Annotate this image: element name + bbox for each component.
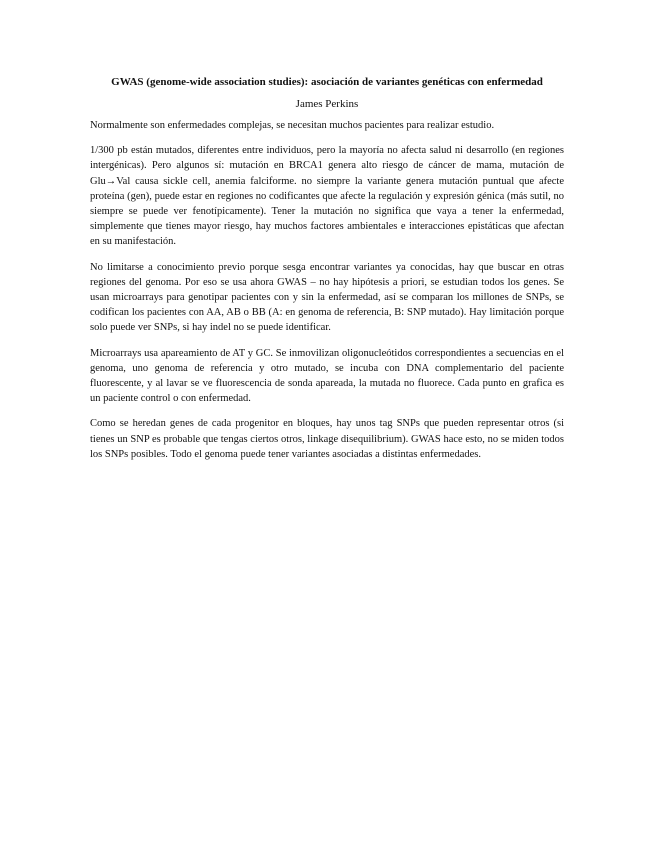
paragraph-tag-snps: Como se heredan genes de cada progenitor en bloques, hay unos tag SNPs que pueden representar otros (si tienes un SNP es probable que tengas ciertos otros, linkage disequilibrium). GWAS hace esto, no se miden todos los SNPs posibles. Todo el genoma puede tener variantes asociadas a distintas enfermedades. <box>90 418 564 460</box>
paragraph-microarrays: Microarrays usa apareamiento de AT y GC. Se inmovilizan oligonucleótidos correspondientes a secuencias en el genoma, uno genoma de referencia y otro mutado, se incuba con DNA complementario del paciente fluorescente, y al lavar se ve fluorescencia de sonda apareada, la mutada no fluorece. Cada punto en grafica es un paciente control o con enfermedad. <box>90 347 564 405</box>
paragraph-mutations: 1/300 pb están mutados, diferentes entre individuos, pero la mayoría no afecta salud ni desarrollo (en regiones intergénicas). Pero algunos sí: mutación en BRCA1 genera alto riesgo de cáncer de mama, mutación de Glu→Val causa sickle cell, anemia falciforme. no siempre la variante genera mutación puntual que afecte proteína (gen), puede estar en regiones no codificantes que afecte la regulación y expresión génica (más sutil, no siempre se puede ver fenotípicamente). Tener la mutación no significa que vaya a tener la enfermedad, simplemente que tienes mayor riesgo, hay muchos factores ambientales e interacciones epistáticas que afectan en su manifestación. <box>90 145 564 248</box>
paragraph-intro: Normalmente son enfermedades complejas, se necesitan muchos pacientes para realizar estudio. <box>90 120 495 131</box>
document-page <box>90 74 564 462</box>
document-author: James Perkins <box>295 98 359 110</box>
paragraph-gwas-method: No limitarse a conocimiento previo porque sesga encontrar variantes ya conocidas, hay que buscar en otras regiones del genoma. Por eso se usa ahora GWAS – no hay hipótesis a priori, se estudian todos los genes. Se usan microarrays para genotipar pacientes con y sin la enfermedad, así se comparan los millones de SNPs, se codifican los pacientes con AA, AB o BB (A: en genoma de referencia, B: SNP mutado). Hay limitación porque solo puede ver SNPs, si hay indel no se puede identificar. <box>90 261 564 334</box>
document-title: GWAS (genome-wide association studies): asociación de variantes genéticas con enfermedad <box>111 76 543 88</box>
